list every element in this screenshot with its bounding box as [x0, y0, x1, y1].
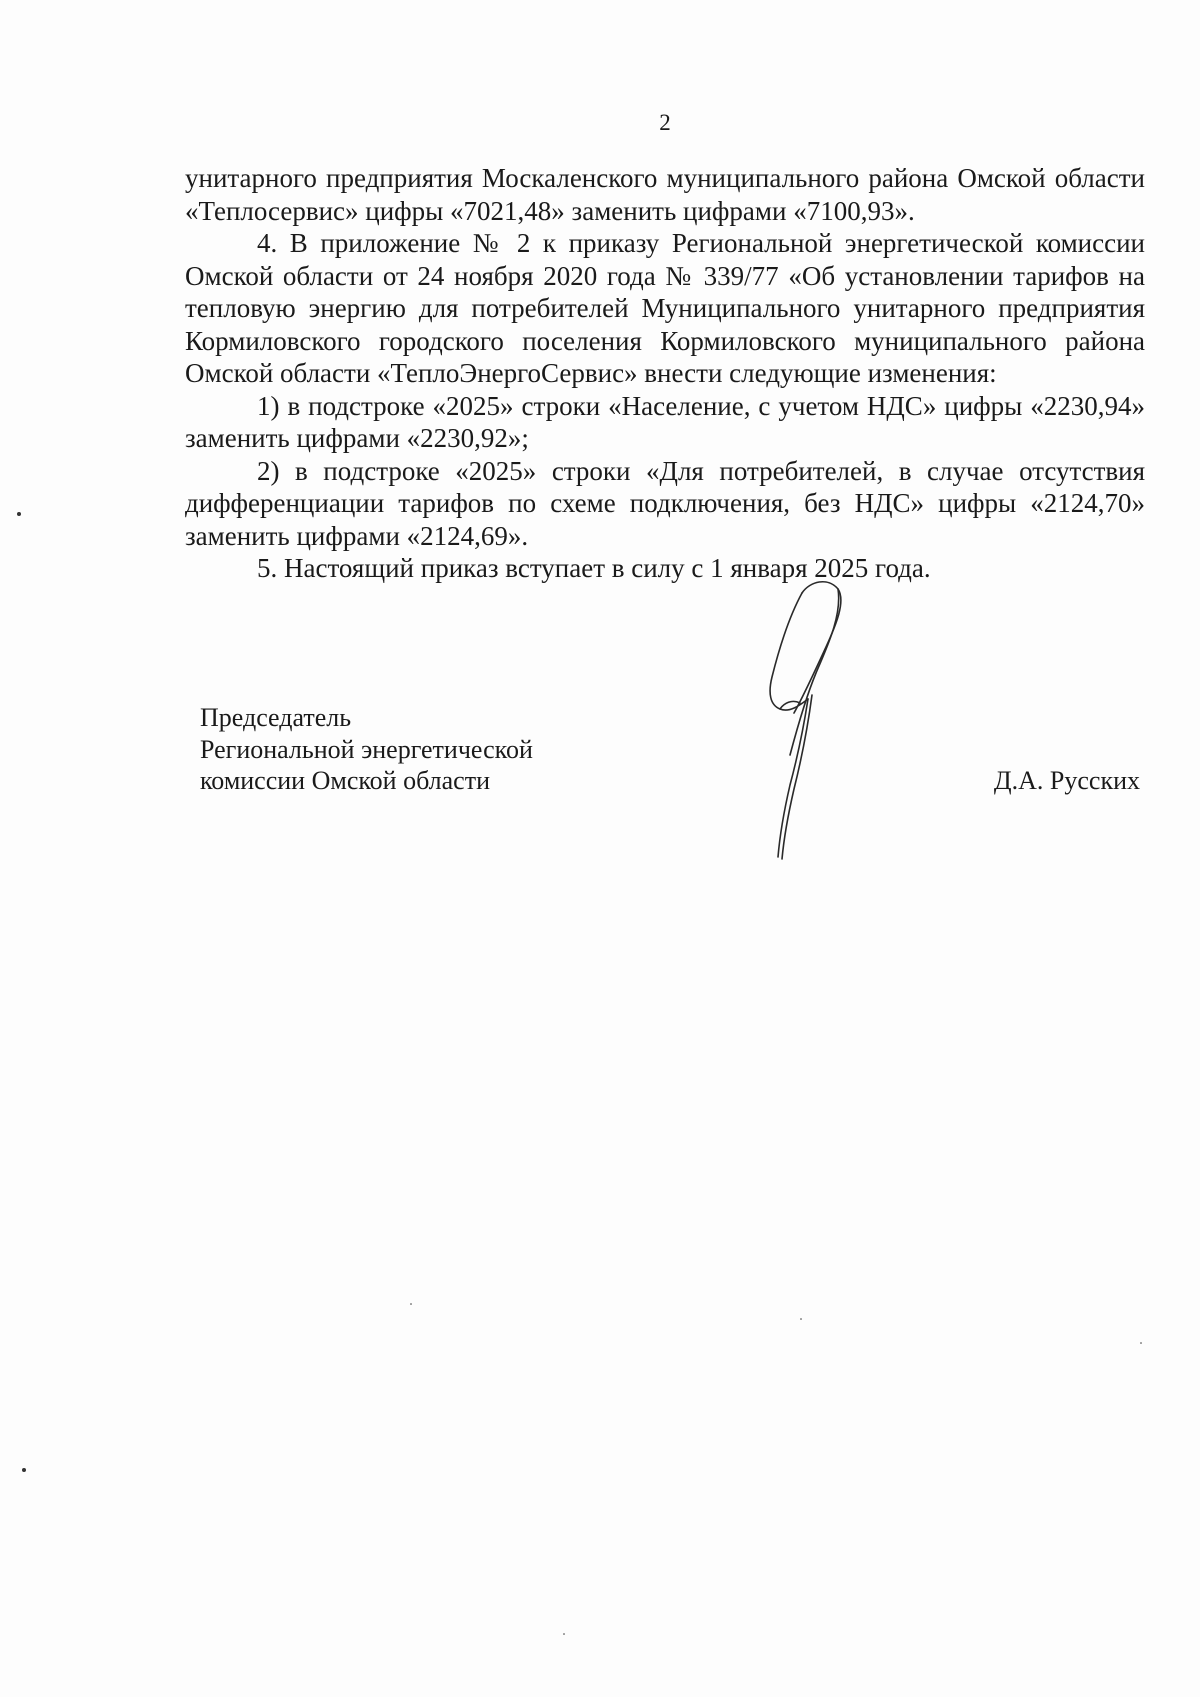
signer-position-line: комиссии Омской области: [200, 766, 490, 795]
paragraph-subitem-1: 1) в подстроке «2025» строки «Население, с учетом НДС» цифры «2230,94» заменить цифрами «2230,92»;: [185, 390, 1145, 453]
scan-speck: [1140, 1342, 1142, 1344]
page-number: 2: [659, 110, 671, 135]
signer-position: [200, 702, 533, 797]
paragraph-item-5: 5. Настоящий приказ вступает в силу с 1 января 2025 года.: [257, 553, 931, 583]
scan-speck: [410, 1303, 412, 1305]
scan-speck: [800, 1318, 802, 1320]
scan-speck: [563, 1633, 565, 1635]
scan-speck: [22, 1468, 26, 1472]
signer-name: Д.А. Русских: [993, 766, 1140, 795]
paragraph-subitem-2: 2) в подстроке «2025» строки «Для потребителей, в случае отсутствия дифференциации тарифов по схеме подключения, без НДС» цифры «2124,70» заменить цифрами «2124,69».: [185, 455, 1145, 551]
paragraph-item-4: 4. В приложение № 2 к приказу Региональной энергетической комиссии Омской области от 24 ноября 2020 года № 339/77 «Об установлении тарифов на тепловую энергию для потребителей Муниципального унитарного предприятия Кормиловского городского поселения Кормиловского муниципального района Омской области «ТеплоЭнергоСервис» внести следующие изменения:: [185, 228, 1145, 388]
signer-position-line: Региональной энергетической: [200, 734, 533, 764]
handwritten-signature-icon: [750, 575, 900, 865]
paragraph-continuation: унитарного предприятия Москаленского муниципального района Омской области «Теплосервис» цифры «7021,48» заменить цифрами «7100,93».: [185, 163, 1145, 226]
signer-position-line: Председатель: [200, 703, 352, 732]
scan-speck: [17, 512, 21, 516]
document-body: [185, 162, 1145, 585]
